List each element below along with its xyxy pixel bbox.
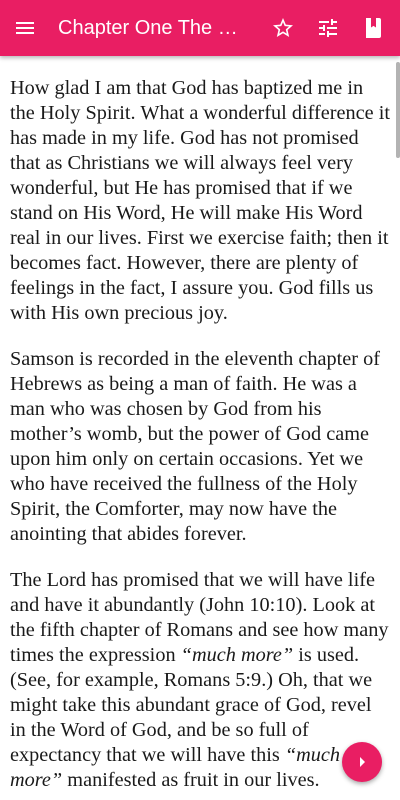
book-button[interactable]	[349, 4, 397, 52]
next-chapter-button[interactable]	[342, 742, 382, 782]
chapter-title: Chapter One The …	[58, 17, 238, 39]
scrollbar-thumb[interactable]	[396, 62, 400, 158]
chapter-text	[10, 76, 390, 800]
star-outline-icon	[271, 16, 295, 40]
menu-icon	[13, 16, 37, 40]
paragraph-text: manifested as fruit in our lives.	[62, 769, 320, 791]
emphasis-text: “much more”	[180, 644, 294, 666]
display-settings-button[interactable]	[304, 4, 352, 52]
chevron-right-icon	[350, 750, 374, 774]
tune-icon	[316, 16, 340, 40]
paragraph-text: is used. (See, for example, Romans 5:9.) Oh, that we might take this abundant grace of God, revel in the Word of God, and be so full of expectancy that we will have this	[10, 644, 373, 766]
app-bar	[0, 0, 400, 56]
paragraph	[10, 568, 390, 793]
paragraph: Samson is recorded in the eleventh chapter of Hebrews as being a man of faith. He was a man who was chosen by God from his mother’s womb, but the power of God came upon him only on certain occasions. Yet we who have received the fullness of the Holy Spirit, the Comforter, may now have the anointing that abides forever.	[10, 348, 381, 545]
menu-button[interactable]	[1, 4, 49, 52]
reading-area[interactable]	[0, 56, 400, 800]
book-icon	[361, 16, 385, 40]
emphasis-text: “much more”	[10, 744, 341, 791]
paragraph: How glad I am that God has baptized me in the Holy Spirit. What a wonderful difference it has made in my life. God has not promised that as Christians we will always feel very wonderful, but He has promised that if we stand on His Word, He will make His Word real in our lives. First we exercise faith; then it becomes fact. However, there are plenty of feelings in the fact, I assure you. God fills us with His own precious joy.	[10, 77, 390, 324]
paragraph-text: The Lord has promised that we will have life and have it abundantly (John 10:10). Look at the fifth chapter of Romans and see how many times the expression	[10, 569, 389, 666]
favorite-button[interactable]	[259, 4, 307, 52]
